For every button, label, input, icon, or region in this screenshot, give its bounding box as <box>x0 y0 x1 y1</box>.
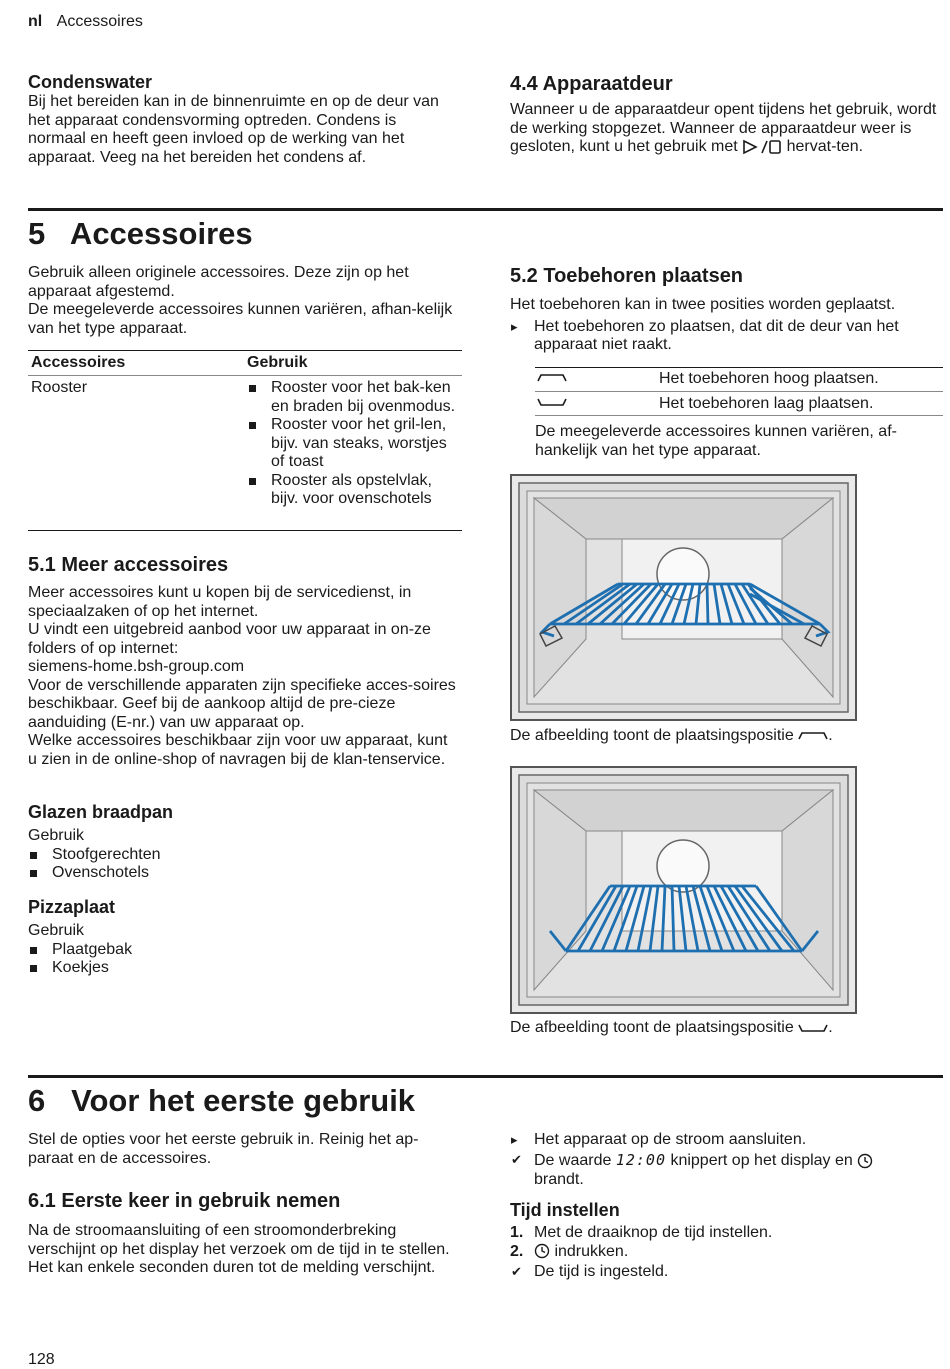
language-code: nl <box>28 13 43 30</box>
oven-high-position-illustration <box>510 474 857 721</box>
toebehoren-note: De meegeleverde accessoires kunnen variëren, af-hankelijk van het type apparaat. <box>535 423 897 459</box>
toebehoren-plaatsen-section <box>510 264 942 355</box>
apparaatdeur-section <box>510 72 942 157</box>
table-header-rule <box>28 375 462 376</box>
list-item: Rooster voor het gril-len, bijv. van steaks, worstjes of toast <box>247 416 457 472</box>
glazen-braadpan-sub: Gebruik <box>28 827 85 844</box>
table-top-rule <box>28 350 462 351</box>
position-high-icon <box>798 730 828 742</box>
first-use-results <box>510 1151 930 1189</box>
eerste-keer-title: 6.1 Eerste keer in gebruik nemen <box>28 1190 341 1212</box>
glazen-braadpan-title: Glazen braadpan <box>28 802 174 822</box>
display-value: 12:00 <box>615 1151 666 1169</box>
position-low-icon <box>798 1022 828 1034</box>
table-header-accessoires: Accessoires <box>31 354 126 371</box>
position-low-icon <box>537 396 567 408</box>
result-text-c: brandt. <box>534 1170 584 1188</box>
position-high-label: Het toebehoren hoog plaatsen. <box>659 370 879 387</box>
tijd-instellen-steps <box>510 1224 930 1261</box>
list-item <box>510 1243 930 1262</box>
table-header-gebruik: Gebruik <box>247 354 308 371</box>
page-number: 128 <box>28 1351 55 1368</box>
position-table-mid-rule <box>535 391 943 392</box>
condenswater-section <box>28 71 458 167</box>
caption-low <box>510 1019 833 1038</box>
position-table-bottom-rule <box>535 415 943 416</box>
chapter-6-intro: Stel de opties voor het eerste gebruik in. Reinig het ap-paraat en de accessoires. <box>28 1131 419 1167</box>
position-high-icon <box>537 372 567 384</box>
step-number: 2. <box>510 1242 524 1260</box>
eerste-keer-text: Na de stroomaansluiting of een stroomonderbreking verschijnt op het display het verzoek om de tijd in te stellen. Het kan enkele seconden duren tot de melding verschijnt. <box>28 1222 450 1276</box>
play-pause-icon <box>742 139 782 155</box>
list-item: ▸ Het apparaat op de stroom aansluiten. <box>510 1131 930 1150</box>
list-item: Koekjes <box>28 959 458 978</box>
header-section: Accessoires <box>56 13 143 30</box>
meer-accessoires-p2: U vindt een uitgebreid aanbod voor uw apparaat in on-ze folders of op internet: <box>28 621 431 657</box>
page-header <box>28 13 143 32</box>
oven-low-position-illustration <box>510 766 857 1014</box>
meer-accessoires-section <box>28 553 460 769</box>
clock-icon <box>534 1243 550 1259</box>
result-text-b: knippert op het display en <box>670 1152 853 1169</box>
list-item: Rooster voor het bak-ken en braden bij ovenmodus. <box>247 379 457 416</box>
chapter-6-rule <box>28 1075 943 1078</box>
list-item: Ovenschotels <box>28 864 458 883</box>
list-item <box>510 1224 930 1243</box>
result-text-a: De waarde <box>534 1152 612 1169</box>
condenswater-title: Condenswater <box>28 72 153 92</box>
caption-high-text: De afbeelding toont de plaatsingspositie <box>510 727 794 744</box>
caption-low-period: . <box>828 1019 833 1036</box>
list-item: Plaatgebak <box>28 941 458 960</box>
toebehoren-plaatsen-title: 5.2 Toebehoren plaatsen <box>510 265 744 287</box>
meer-accessoires-url: siemens-home.bsh-group.com <box>28 658 245 675</box>
list-item: ▸ Het toebehoren zo plaatsen, dat dit de deur van het apparaat niet raakt. <box>510 318 942 355</box>
list-item <box>510 1151 930 1189</box>
apparaatdeur-text <box>510 101 942 157</box>
meer-accessoires-p4: Welke accessoires beschikbaar zijn voor uw apparaat, kunt u zien in de online-shop of navragen bij de klan-tenservice. <box>28 732 448 768</box>
meer-accessoires-p1: Meer accessoires kunt u kopen bij de servicedienst, in speciaalzaken of op het internet. <box>28 584 412 620</box>
chapter-5-title: 5 Accessoires <box>28 216 253 251</box>
table-row-items <box>247 379 457 509</box>
tijd-instellen-result <box>510 1263 930 1282</box>
step-text: indrukken. <box>554 1242 629 1260</box>
toebehoren-plaatsen-steps <box>510 318 942 355</box>
list-item: Rooster als opstelvlak, bijv. voor ovenschotels <box>247 472 457 509</box>
apparaatdeur-text-before: Wanneer u de apparaatdeur opent tijdens het gebruik, wordt de werking stopgezet. Wanneer de apparaatdeur weer is gesloten, kunt u het gebruik met <box>510 101 937 155</box>
apparaatdeur-title: 4.4 Apparaatdeur <box>510 73 673 95</box>
pizzaplaat-section <box>28 896 458 978</box>
chapter-6-title: 6 Voor het eerste gebruik <box>28 1083 416 1118</box>
toebehoren-plaatsen-p1: Het toebehoren kan in twee posities worden geplaatst. <box>510 296 896 313</box>
pizzaplaat-title: Pizzaplaat <box>28 897 116 917</box>
position-low-label: Het toebehoren laag plaatsen. <box>659 395 874 412</box>
chapter-5-rule <box>28 208 943 211</box>
pizzaplaat-list <box>28 941 458 978</box>
caption-high-period: . <box>828 727 833 744</box>
list-item: Stoofgerechten <box>28 846 458 865</box>
tijd-instellen-title: Tijd instellen <box>510 1200 620 1220</box>
table-row-name: Rooster <box>31 379 88 396</box>
glazen-braadpan-section <box>28 801 458 883</box>
meer-accessoires-title: 5.1 Meer accessoires <box>28 554 229 576</box>
list-item: ✔ De tijd is ingesteld. <box>510 1263 930 1282</box>
glazen-braadpan-list <box>28 846 458 883</box>
first-use-steps <box>510 1131 930 1150</box>
position-table-top-rule <box>535 367 943 368</box>
caption-low-text: De afbeelding toont de plaatsingspositie <box>510 1019 794 1036</box>
condenswater-text: Bij het bereiden kan in de binnenruimte en op de deur van het apparaat condensvorming optreden. Condens is normaal en heeft geen invloed op de werking van het apparaat. Veeg na het bereiden het condens af. <box>28 93 439 166</box>
table-bottom-rule <box>28 530 462 531</box>
clock-icon <box>857 1153 873 1169</box>
step-text: Met de draaiknop de tijd instellen. <box>534 1224 773 1241</box>
chapter-5-intro: Gebruik alleen originele accessoires. Deze zijn op het apparaat afgestemd. De meegeleverde accessoires kunnen variëren, afhan-kelijk van het type apparaat. <box>28 264 453 337</box>
pizzaplaat-sub: Gebruik <box>28 922 85 939</box>
step-number: 1. <box>510 1224 524 1241</box>
meer-accessoires-p3: Voor de verschillende apparaten zijn specifieke acces-soires beschikbaar. Geef bij de aankoop altijd de pre-cieze aanduiding (E-nr.) van uw apparaat op. <box>28 676 456 731</box>
apparaatdeur-text-after: hervat-ten. <box>786 138 864 155</box>
caption-high <box>510 727 833 746</box>
